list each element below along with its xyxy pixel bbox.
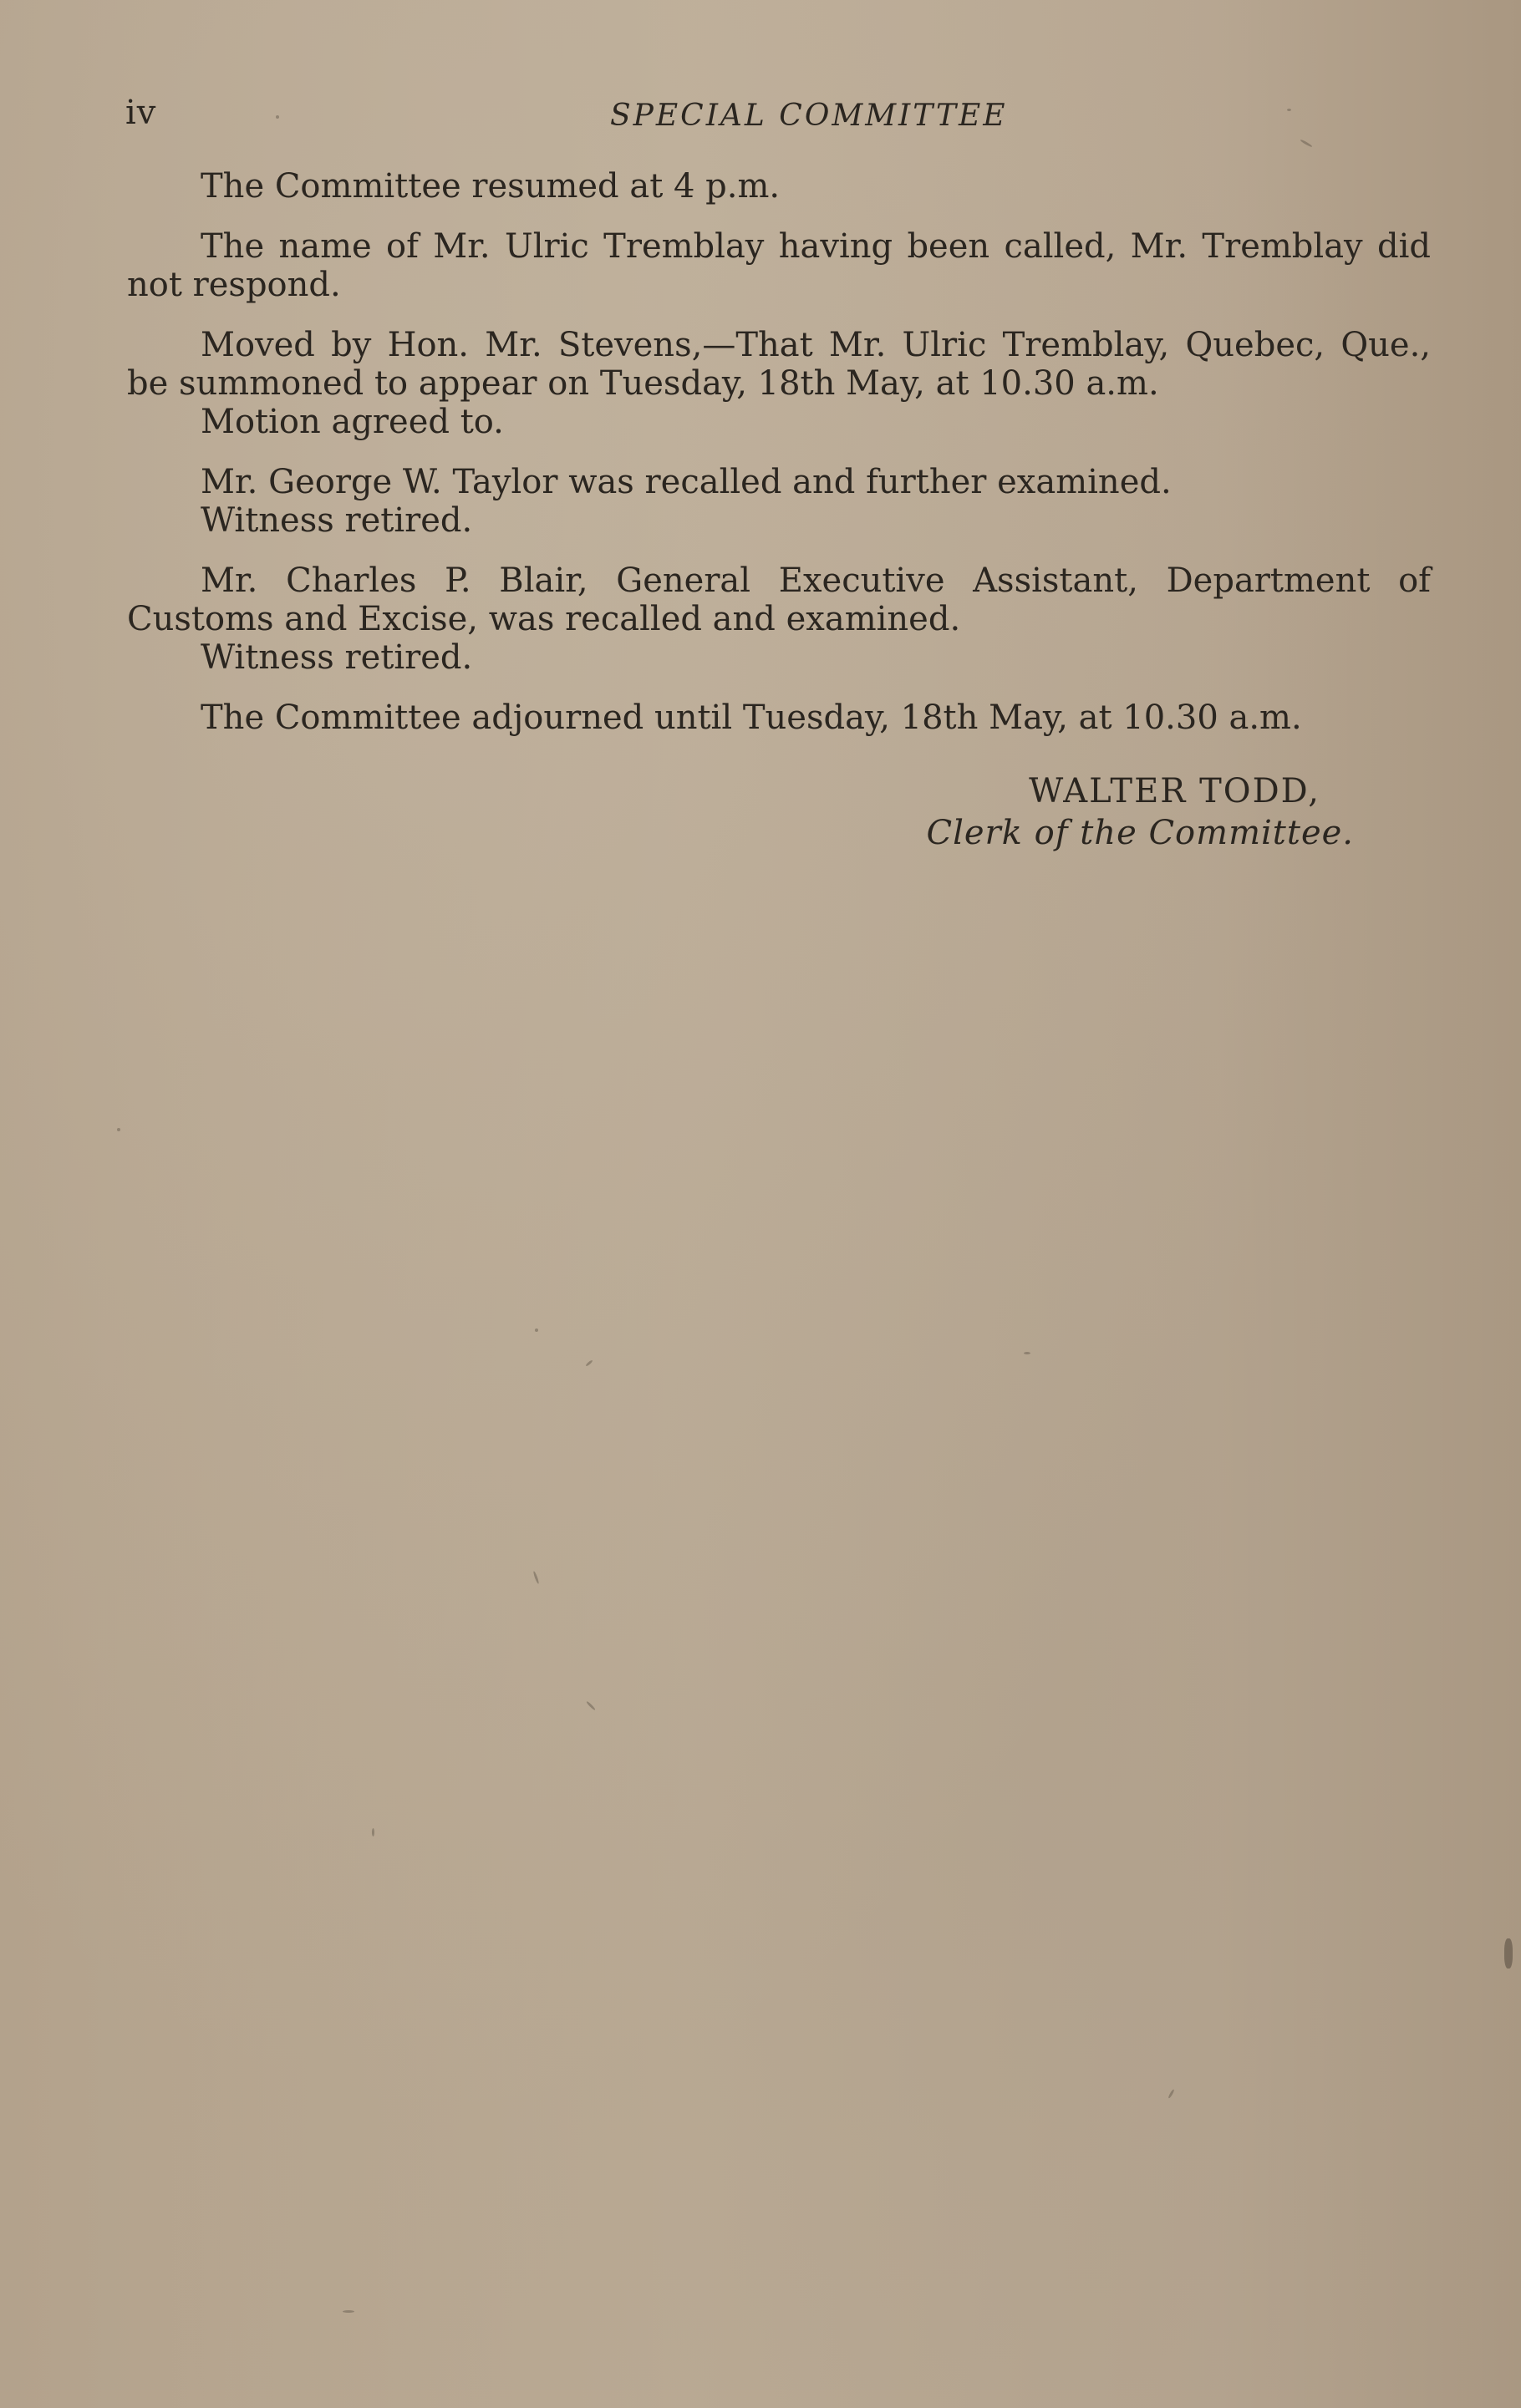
paper-speck — [343, 2310, 354, 2313]
paper-speck — [1024, 1352, 1030, 1354]
paragraph-blair-recalled: Mr. Charles P. Blair, General Executive Assistant, Department of Customs and Excise, was recalled and examined. — [127, 561, 1431, 638]
minutes-body — [127, 167, 1431, 737]
paper-speck — [532, 1571, 539, 1584]
paragraph-witness-retired: Witness retired. — [201, 501, 473, 540]
paragraph-tremblay-called: The name of Mr. Ulric Tremblay having been called, Mr. Tremblay did not respond. — [127, 227, 1431, 304]
signer-title: Clerk of the Committee. — [926, 814, 1354, 852]
paragraph-witness-retired: Witness retired. — [201, 638, 473, 677]
paragraph-motion-agreed: Motion agreed to. — [201, 403, 504, 441]
paragraph-resumed: The Committee resumed at 4 p.m. — [201, 167, 781, 206]
paper-speck — [1504, 1938, 1513, 1969]
page-number: iv — [125, 94, 157, 132]
paper-speck — [586, 1700, 596, 1710]
paper-speck — [535, 1328, 538, 1332]
paper-speck — [1167, 2089, 1175, 2099]
paper-speck — [585, 1359, 593, 1367]
paragraph-motion: Moved by Hon. Mr. Stevens,—That Mr. Ulric Tremblay, Quebec, Que., be summoned to appear on Tuesday, 18th May, at 10.30 a.m. — [127, 326, 1431, 403]
signature-block — [886, 770, 1354, 854]
paper-speck — [1300, 139, 1312, 148]
page-header — [125, 94, 1437, 135]
paper-speck — [117, 1128, 120, 1131]
running-title: SPECIAL COMMITTEE — [610, 99, 1008, 133]
paper-speck — [372, 1828, 374, 1836]
paragraph-adjourned: The Committee adjourned until Tuesday, 18th May, at 10.30 a.m. — [201, 699, 1302, 737]
signer-name: WALTER TODD, — [1029, 772, 1320, 810]
paragraph-taylor-recalled: Mr. George W. Taylor was recalled and further examined. — [201, 463, 1172, 501]
